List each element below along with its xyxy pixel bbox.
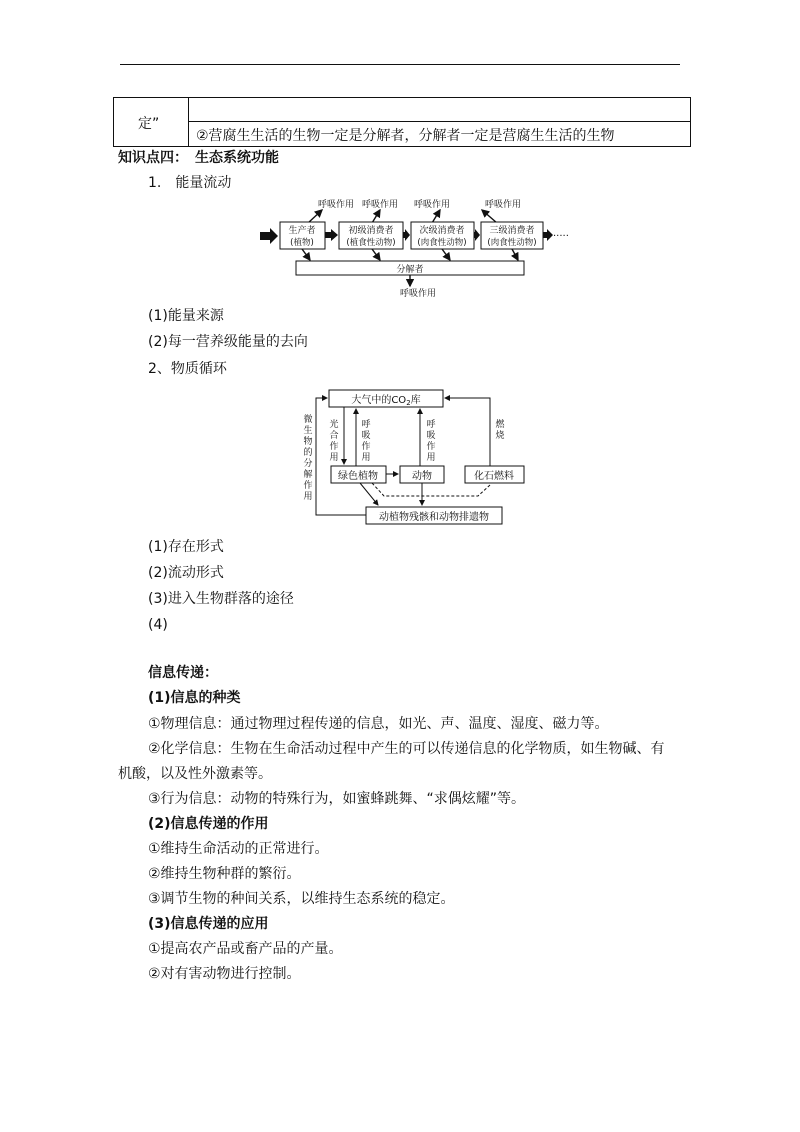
node-remains-label: 动植物残骸和动物排遗物 bbox=[379, 512, 489, 523]
info-chemical-1: ②化学信息：生物在生命活动过程中产生的可以传递信息的化学物质，如生物碱、有 bbox=[148, 741, 665, 757]
item-matter-cycle: 2、物质循环 bbox=[148, 361, 227, 377]
info-subheading-types: (1)信息的种类 bbox=[148, 690, 241, 706]
node-animals-label: 动物 bbox=[412, 471, 432, 482]
resp-arrow-2 bbox=[372, 210, 380, 223]
plants-to-remains-arrow bbox=[360, 483, 378, 505]
info-application-1: ①提高农产品或畜产品的产量。 bbox=[148, 941, 343, 957]
continuation-dots: ····· bbox=[553, 231, 569, 242]
node-producer-title: 生产者 bbox=[288, 226, 316, 236]
resp-label-3: 呼吸作用 bbox=[414, 200, 451, 210]
item-energy-flow: 1. 能量流动 bbox=[148, 175, 232, 191]
node-tertiary-title: 三级消费者 bbox=[489, 226, 535, 236]
burning-label: 燃烧 bbox=[495, 420, 505, 441]
info-role-1: ①维持生命活动的正常进行。 bbox=[148, 841, 329, 857]
chain-arrow-3 bbox=[474, 229, 480, 241]
to-decomposer-2 bbox=[372, 249, 380, 260]
resp-arrow-1 bbox=[308, 210, 322, 223]
decomposition-path bbox=[316, 398, 366, 515]
point-flow-form: (2)流动形式 bbox=[148, 565, 224, 581]
node-producer-sub: (植物) bbox=[290, 238, 314, 248]
dashed-to-fossil bbox=[372, 483, 490, 496]
table-row-2: ②营腐生生活的生物一定是分解者，分解者一定是营腐生生活的生物 bbox=[196, 128, 615, 144]
chain-arrow-4 bbox=[543, 229, 553, 241]
table-left-text: 定” bbox=[138, 116, 160, 132]
burning-path bbox=[445, 398, 490, 466]
node-secondary-title: 次级消费者 bbox=[419, 226, 465, 236]
node-tertiary-sub: (肉食性动物) bbox=[487, 238, 537, 248]
info-chemical-2: 机酸，以及性外激素等。 bbox=[118, 766, 272, 782]
plant-respiration-label: 呼吸作用 bbox=[361, 420, 371, 463]
info-subheading-role: (2)信息传递的作用 bbox=[148, 816, 269, 832]
point-4: (4) bbox=[148, 617, 168, 633]
info-behavioral: ③行为信息：动物的特殊行为，如蜜蜂跳舞、“求偶炫耀”等。 bbox=[148, 791, 526, 807]
sunlight-input-arrow bbox=[260, 228, 278, 244]
photosynthesis-label: 光合作用 bbox=[329, 420, 339, 463]
node-decomposer-label: 分解者 bbox=[396, 265, 424, 275]
point-storage-form: (1)存在形式 bbox=[148, 539, 224, 555]
to-decomposer-4 bbox=[512, 249, 518, 260]
decomposition-label: 微生物的分解作用 bbox=[303, 415, 313, 502]
energy-flow-diagram bbox=[0, 0, 800, 310]
resp-label-2: 呼吸作用 bbox=[362, 200, 399, 210]
resp-label-4: 呼吸作用 bbox=[485, 200, 522, 210]
info-role-2: ②维持生物种群的繁衍。 bbox=[148, 866, 301, 882]
animal-respiration-label: 呼吸作用 bbox=[426, 420, 436, 463]
resp-arrow-4 bbox=[482, 210, 497, 223]
node-primary-sub: (植食性动物) bbox=[346, 238, 396, 248]
to-decomposer-3 bbox=[442, 249, 450, 260]
node-fossil-fuel-label: 化石燃料 bbox=[474, 471, 514, 482]
question-energy-fate: (2)每一营养级能量的去向 bbox=[148, 334, 308, 350]
resp-arrow-3 bbox=[432, 210, 440, 223]
info-heading: 信息传递： bbox=[148, 665, 218, 681]
node-atmosphere-label: 大气中的$CO_2$库 bbox=[351, 395, 421, 407]
node-primary-title: 初级消费者 bbox=[348, 226, 394, 236]
to-decomposer-1 bbox=[302, 249, 310, 260]
info-application-2: ②对有害动物进行控制。 bbox=[148, 966, 301, 982]
chain-arrow-1 bbox=[325, 229, 338, 241]
node-green-plants-label: 绿色植物 bbox=[338, 471, 378, 482]
decomposer-resp-label: 呼吸作用 bbox=[400, 289, 437, 299]
chain-arrow-2 bbox=[403, 229, 410, 241]
info-role-3: ③调节生物的种间关系，以维持生态系统的稳定。 bbox=[148, 891, 455, 907]
point-entry-path: (3)进入生物群落的途径 bbox=[148, 591, 294, 607]
section-heading: 知识点四： 生态系统功能 bbox=[118, 150, 279, 166]
node-secondary-sub: (肉食性动物) bbox=[417, 238, 467, 248]
resp-label-1: 呼吸作用 bbox=[318, 200, 355, 210]
question-energy-source: (1)能量来源 bbox=[148, 308, 224, 324]
carbon-cycle-diagram bbox=[0, 380, 800, 530]
info-subheading-application: (3)信息传递的应用 bbox=[148, 916, 269, 932]
info-physical: ①物理信息：通过物理过程传递的信息，如光、声、温度、湿度、磁力等。 bbox=[148, 716, 609, 732]
